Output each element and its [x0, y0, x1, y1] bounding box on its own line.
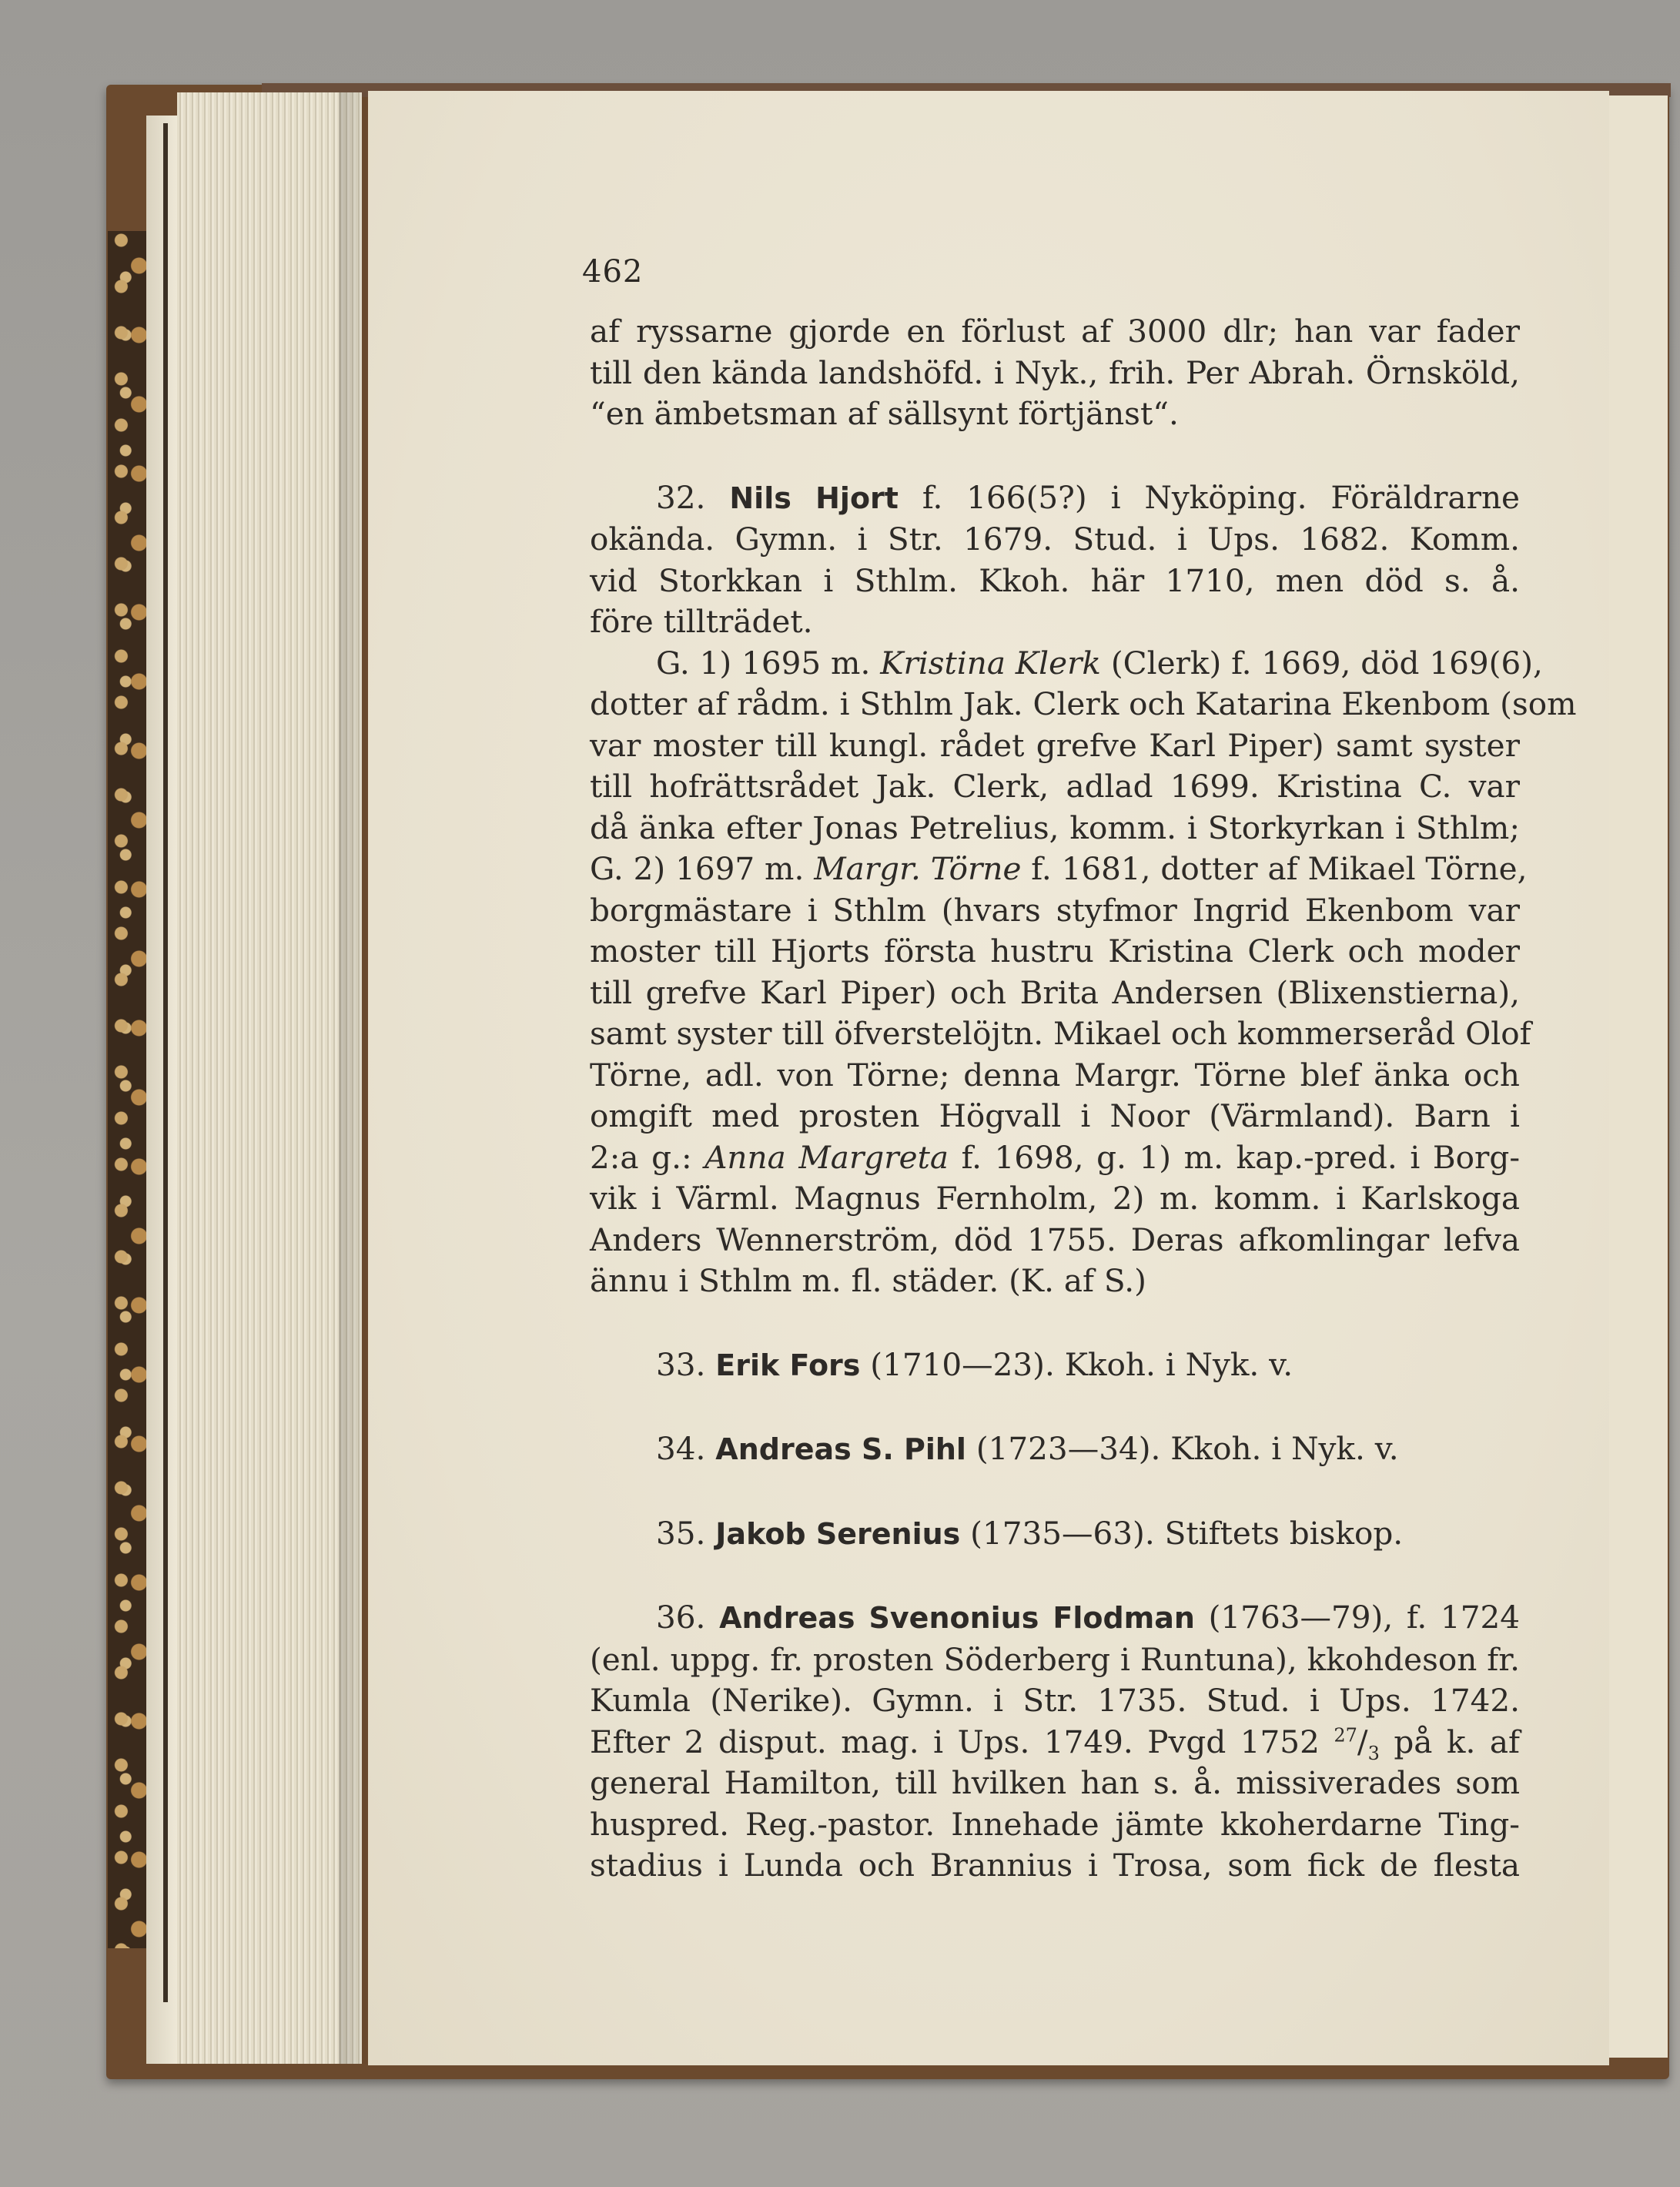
text-line — [590, 1722, 1520, 1763]
text-run: (Clerk) f. 1669, död 169(6), — [1100, 644, 1543, 682]
text-line — [590, 643, 1543, 685]
binding-line — [163, 123, 168, 2002]
text-run: stadius i Lunda och Brannius i Trosa, som fick de flesta — [590, 1847, 1520, 1884]
text-run: 2:a g.: — [590, 1138, 705, 1176]
text-run: Efter 2 disput. mag. i Ups. 1749. Pvgd 1752 — [590, 1723, 1334, 1760]
text-run: (enl. uppg. fr. prosten Söderberg i Runtuna), kkohdeson fr. — [590, 1640, 1520, 1678]
entry-name: Andreas Svenonius Flodman — [719, 1601, 1195, 1635]
entry-name: Erik Fors — [715, 1348, 861, 1382]
text-line — [590, 766, 1520, 808]
text-run: dotter af rådm. i Sthlm Jak. Clerk och Katarina Ekenbom (som — [590, 685, 1577, 722]
entry-name: Andreas S. Pihl — [715, 1432, 966, 1466]
text-line — [590, 353, 1520, 394]
text-run: huspred. Reg.-pastor. Innehade jämte kkoherdarne Ting- — [590, 1805, 1520, 1843]
text-line — [590, 1013, 1531, 1055]
text-line — [590, 973, 1520, 1014]
page-text — [590, 311, 1577, 1887]
text-line — [590, 808, 1520, 849]
facing-page-edge — [1608, 95, 1668, 2058]
text-run: af ryssarne gjorde en förlust af 3000 dlr; han var fader — [590, 313, 1520, 350]
text-line — [590, 311, 1520, 353]
paragraph-gap — [590, 1386, 1520, 1428]
text-line — [590, 477, 1520, 520]
text-run: till den kända landshöfd. i Nyk., frih. Per Abrah. Örnsköld, — [590, 353, 1520, 391]
text-run: 35. — [656, 1514, 716, 1552]
text-line — [590, 849, 1528, 890]
text-line — [590, 1513, 1520, 1556]
subscript: 3 — [1367, 1742, 1380, 1764]
text-line — [590, 1137, 1520, 1179]
text-line — [590, 1096, 1520, 1137]
text-run: (1735—63). Stiftets biskop. — [960, 1514, 1404, 1552]
text-run: på k. af — [1379, 1723, 1520, 1760]
text-line — [590, 1055, 1520, 1097]
text-run: Kumla (Nerike). Gymn. i Str. 1735. Stud. i Ups. 1742. — [590, 1682, 1520, 1719]
text-run: borgmästare i Sthlm (hvars styfmor Ingrid Ekenbom var — [590, 891, 1520, 929]
page-edges — [177, 92, 362, 2064]
paragraph-gap — [590, 1471, 1520, 1513]
text-run: till grefve Karl Piper) och Brita Andersen (Blixenstierna), — [590, 973, 1520, 1011]
text-line — [590, 1845, 1520, 1887]
italic-name: Margr. Törne — [814, 850, 1022, 887]
text-line — [590, 561, 1520, 602]
text-line — [590, 725, 1520, 767]
text-run: samt syster till öfverstelöjtn. Mikael och kommerseråd Olof — [590, 1015, 1531, 1052]
text-run: före tillträdet. — [590, 603, 813, 640]
text-run: var moster till kungl. rådet grefve Karl Piper) samt syster — [590, 726, 1520, 764]
text-line — [590, 1220, 1520, 1261]
text-run: till hofrättsrådet Jak. Clerk, adlad 1699. Kristina C. var — [590, 768, 1520, 805]
superscript: 27 — [1334, 1724, 1357, 1746]
text-line — [590, 890, 1520, 932]
text-line — [590, 684, 1577, 725]
text-line — [590, 931, 1520, 973]
text-run: (1723—34). Kkoh. i Nyk. v. — [965, 1430, 1399, 1467]
text-run: moster till Hjorts första hustru Kristina Clerk och moder — [590, 933, 1520, 970]
text-run: 32. — [656, 478, 730, 516]
italic-name: Anna Margreta — [704, 1138, 949, 1176]
text-line — [590, 1345, 1520, 1387]
text-run: 34. — [656, 1430, 716, 1467]
paragraph-gap — [590, 1555, 1520, 1597]
entry-name: Jakob Serenius — [715, 1516, 961, 1551]
text-line — [590, 1639, 1520, 1681]
text-line — [590, 519, 1520, 561]
text-run: vik i Värml. Magnus Fernholm, 2) m. komm. i Karlskoga — [590, 1180, 1520, 1217]
text-line — [590, 1178, 1520, 1220]
text-run: f. 166(5?) i Nyköping. Föräldrarne — [898, 478, 1520, 516]
text-line — [590, 1428, 1520, 1471]
text-run: omgift med prosten Högvall i Noor (Värmland). Barn i — [590, 1097, 1520, 1134]
text-run: (1710—23). Kkoh. i Nyk. v. — [860, 1345, 1293, 1383]
text-run: Törne, adl. von Törne; denna Margr. Törne blef änka och — [590, 1056, 1520, 1094]
endpaper — [146, 116, 177, 2064]
text-run: / — [1357, 1723, 1368, 1760]
text-run: då änka efter Jonas Petrelius, komm. i Storkyrkan i Sthlm; — [590, 809, 1520, 846]
text-run: 36. — [656, 1599, 720, 1636]
text-line — [590, 1597, 1520, 1639]
text-line — [590, 1763, 1520, 1804]
italic-name: Kristina Klerk — [880, 644, 1101, 682]
text-run: G. 1) 1695 m. — [656, 644, 881, 682]
text-line — [590, 601, 1520, 643]
paragraph-gap — [590, 435, 1520, 477]
text-run: (1763—79), f. 1724 — [1194, 1599, 1520, 1636]
text-run: “en ämbetsman af sällsynt förtjänst“. — [590, 395, 1179, 432]
text-line — [590, 1261, 1520, 1302]
text-run: f. 1681, dotter af Mikael Törne, — [1021, 850, 1528, 887]
page-number: 462 — [582, 254, 644, 290]
text-line — [590, 1804, 1520, 1846]
text-run: Anders Wennerström, död 1755. Deras afkomlingar lefva — [590, 1221, 1520, 1258]
text-line — [590, 394, 1520, 435]
text-run: ännu i Sthlm m. fl. städer. (K. af S.) — [590, 1262, 1146, 1299]
text-run: vid Storkkan i Sthlm. Kkoh. här 1710, men död s. å. — [590, 561, 1520, 599]
text-run: 33. — [656, 1345, 716, 1383]
paragraph-gap — [590, 1302, 1520, 1345]
text-run: f. 1698, g. 1) m. kap.-pred. i Borg- — [949, 1138, 1521, 1176]
text-run: general Hamilton, till hvilken han s. å. missiverades som — [590, 1764, 1520, 1801]
text-run: G. 2) 1697 m. — [590, 850, 815, 887]
page-edge-shadow — [339, 92, 370, 2064]
entry-name: Nils Hjort — [729, 481, 899, 515]
text-run: okända. Gymn. i Str. 1679. Stud. i Ups. 1682. Komm. — [590, 521, 1520, 558]
text-line — [590, 1680, 1520, 1722]
